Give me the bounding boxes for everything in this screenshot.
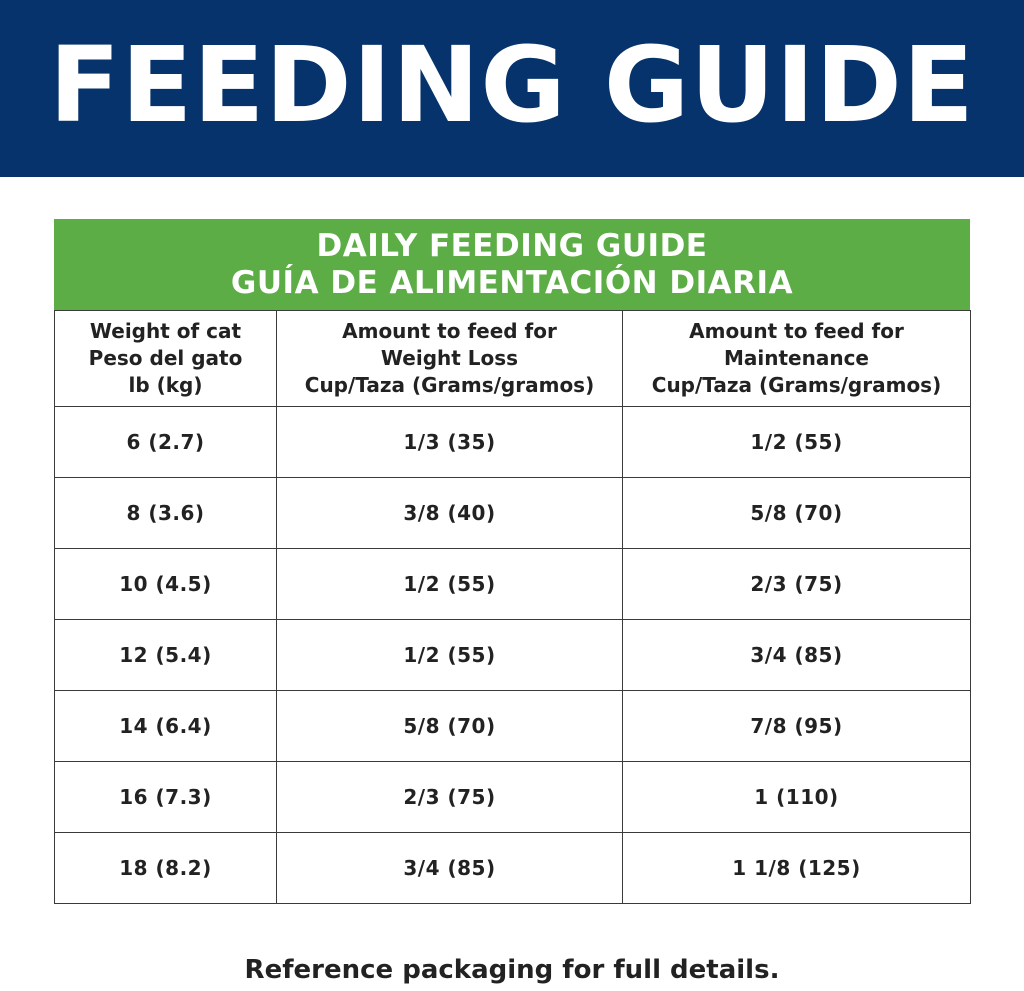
column-header-line: Cup/Taza (Grams/gramos) — [304, 373, 595, 397]
cell-maintenance-amount: 1/2 (55) — [623, 407, 971, 478]
table-row — [55, 549, 971, 620]
cell-weight-loss-amount: 1/2 (55) — [277, 620, 623, 691]
table-row — [55, 620, 971, 691]
cell-weight: 14 (6.4) — [55, 691, 277, 762]
table-title-spanish: GUÍA DE ALIMENTACIÓN DIARIA — [230, 264, 794, 301]
column-header-line: lb (kg) — [128, 373, 203, 397]
table-row — [55, 833, 971, 904]
cell-maintenance-amount: 1 1/8 (125) — [623, 833, 971, 904]
title-banner — [0, 0, 1024, 177]
table-title-bar — [54, 219, 970, 310]
feeding-table — [54, 310, 971, 904]
column-header-line: Weight of cat — [89, 319, 242, 343]
cell-weight-loss-amount: 3/8 (40) — [277, 478, 623, 549]
cell-maintenance-amount: 5/8 (70) — [623, 478, 971, 549]
cell-weight: 6 (2.7) — [55, 407, 277, 478]
cell-weight-loss-amount: 3/4 (85) — [277, 833, 623, 904]
feeding-guide-table — [54, 219, 970, 904]
table-title-english: DAILY FEEDING GUIDE — [316, 227, 708, 264]
table-row — [55, 478, 971, 549]
cell-weight-loss-amount: 1/3 (35) — [277, 407, 623, 478]
column-header-weight-loss — [277, 311, 623, 407]
cell-weight: 16 (7.3) — [55, 762, 277, 833]
cell-weight-loss-amount: 1/2 (55) — [277, 549, 623, 620]
column-header-line: Amount to feed for — [689, 319, 904, 343]
cell-weight: 8 (3.6) — [55, 478, 277, 549]
column-header-maintenance — [623, 311, 971, 407]
column-header-weight — [55, 311, 277, 407]
page-title: FEEDING GUIDE — [49, 23, 975, 146]
table-header-row — [55, 311, 971, 407]
column-header-line: Maintenance — [723, 346, 869, 370]
cell-weight-loss-amount: 2/3 (75) — [277, 762, 623, 833]
column-header-line: Peso del gato — [88, 346, 243, 370]
table-row — [55, 407, 971, 478]
cell-maintenance-amount: 2/3 (75) — [623, 549, 971, 620]
cell-maintenance-amount: 7/8 (95) — [623, 691, 971, 762]
cell-maintenance-amount: 1 (110) — [623, 762, 971, 833]
cell-weight: 10 (4.5) — [55, 549, 277, 620]
cell-weight-loss-amount: 5/8 (70) — [277, 691, 623, 762]
column-header-line: Cup/Taza (Grams/gramos) — [651, 373, 942, 397]
cell-weight: 18 (8.2) — [55, 833, 277, 904]
column-header-line: Weight Loss — [380, 346, 519, 370]
cell-maintenance-amount: 3/4 (85) — [623, 620, 971, 691]
table-row — [55, 762, 971, 833]
table-row — [55, 691, 971, 762]
column-header-line: Amount to feed for — [342, 319, 557, 343]
footer-note: Reference packaging for full details. — [244, 955, 780, 985]
cell-weight: 12 (5.4) — [55, 620, 277, 691]
